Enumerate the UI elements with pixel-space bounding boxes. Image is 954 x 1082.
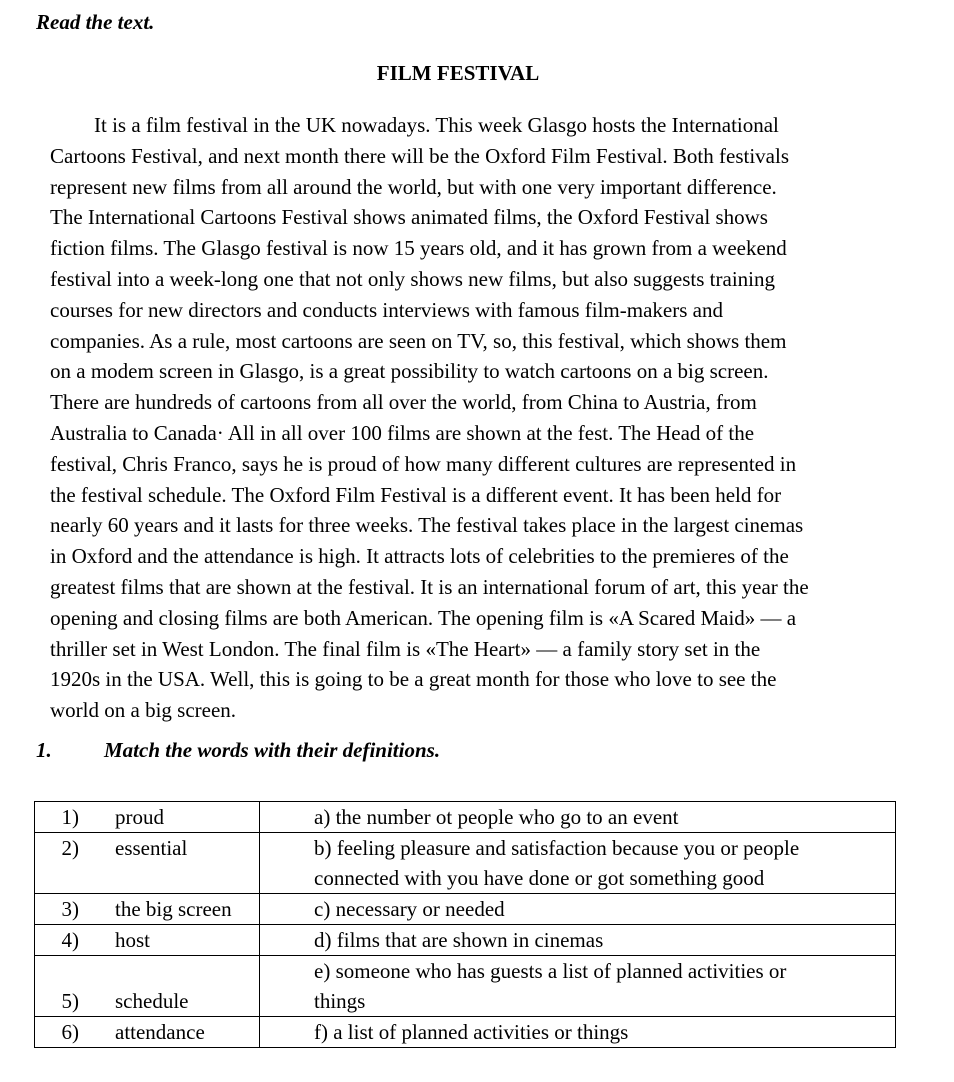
definition-cell xyxy=(260,956,896,1017)
item-number: 6) xyxy=(61,1020,79,1044)
table-row xyxy=(35,1017,896,1048)
table-row xyxy=(35,802,896,833)
definition-line: a) the number ot people who go to an event xyxy=(314,805,679,829)
definition-cell xyxy=(260,833,896,894)
definition-line: e) someone who has guests a list of planned activities or xyxy=(314,959,787,983)
definition-line: things xyxy=(314,989,366,1013)
passage-line: nearly 60 years and it lasts for three weeks. The festival takes place in the largest cinemas xyxy=(50,513,804,538)
word-cell xyxy=(35,802,260,833)
item-number: 5) xyxy=(61,989,79,1013)
definition-line: f) a list of planned activities or things xyxy=(314,1020,629,1044)
passage-line: fiction films. The Glasgo festival is now 15 years old, and it has grown from a weekend xyxy=(50,236,787,261)
item-word: host xyxy=(115,928,151,952)
item-word: essential xyxy=(115,836,188,860)
document-title: FILM FESTIVAL xyxy=(376,61,540,85)
task-number: 1. xyxy=(36,738,52,762)
instruction: Read the text. xyxy=(36,10,155,34)
passage-line: greatest films that are shown at the festival. It is an international forum of art, this year the xyxy=(50,574,809,599)
passage-line: companies. As a rule, most cartoons are seen on TV, so, this festival, which shows them xyxy=(50,328,787,353)
definition-line: c) necessary or needed xyxy=(314,897,505,921)
passage-line: festival into a week-long one that not only shows new films, but also suggests training xyxy=(50,266,775,291)
matching-table xyxy=(34,801,896,1048)
item-number: 3) xyxy=(61,897,79,921)
table-row xyxy=(35,833,896,894)
table-row xyxy=(35,956,896,1017)
item-word: the big screen xyxy=(115,897,232,921)
passage-line: opening and closing films are both American. The opening film is «A Scared Maid» — a xyxy=(50,605,797,630)
table-row xyxy=(35,894,896,925)
passage-line: the festival schedule. The Oxford Film Festival is a different event. It has been held for xyxy=(50,482,782,507)
definition-line: d) films that are shown in cinemas xyxy=(314,928,604,952)
item-word: attendance xyxy=(115,1020,205,1044)
definition-line: connected with you have done or got something good xyxy=(314,866,765,890)
task-text: Match the words with their definitions. xyxy=(104,738,441,762)
passage-line: thriller set in West London. The final film is «The Heart» — a family story set in the xyxy=(50,636,761,661)
item-number: 2) xyxy=(61,836,79,860)
passage-line: 1920s in the USA. Well, this is going to be a great month for those who love to see the xyxy=(50,667,777,692)
definition-line: b) feeling pleasure and satisfaction because you or people xyxy=(314,836,800,860)
definition-cell xyxy=(260,802,896,833)
item-number: 4) xyxy=(61,928,79,952)
passage-line: on a modem screen in Glasgo, is a great possibility to watch cartoons on a big screen. xyxy=(50,359,769,384)
item-word: proud xyxy=(115,805,164,829)
word-cell xyxy=(35,833,260,894)
table-row xyxy=(35,925,896,956)
passage-line: festival, Chris Franco, says he is proud of how many different cultures are represented in xyxy=(50,451,797,476)
passage-line: Cartoons Festival, and next month there will be the Oxford Film Festival. Both festivals xyxy=(50,143,789,168)
passage-line: courses for new directors and conducts interviews with famous film-makers and xyxy=(50,297,723,322)
definition-cell xyxy=(260,925,896,956)
reading-passage xyxy=(50,110,900,726)
task-heading xyxy=(36,738,440,763)
passage-line: There are hundreds of cartoons from all over the world, from China to Austria, from xyxy=(50,390,757,415)
definition-cell xyxy=(260,894,896,925)
word-cell xyxy=(35,956,260,1017)
word-cell xyxy=(35,894,260,925)
definition-cell xyxy=(260,1017,896,1048)
passage-line: in Oxford and the attendance is high. It attracts lots of celebrities to the premieres of the xyxy=(50,544,789,569)
word-cell xyxy=(35,925,260,956)
passage-line: represent new films from all around the world, but with one very important difference. xyxy=(50,174,777,199)
item-number: 1) xyxy=(61,805,79,829)
word-cell xyxy=(35,1017,260,1048)
passage-line: It is a film festival in the UK nowadays. This week Glasgo hosts the International xyxy=(94,113,779,137)
item-word: schedule xyxy=(115,989,189,1013)
passage-line: world on a big screen. xyxy=(50,698,237,723)
passage-line: The International Cartoons Festival shows animated films, the Oxford Festival shows xyxy=(50,205,768,230)
passage-line: Australia to Canada· All in all over 100 films are shown at the fest. The Head of the xyxy=(50,420,755,445)
